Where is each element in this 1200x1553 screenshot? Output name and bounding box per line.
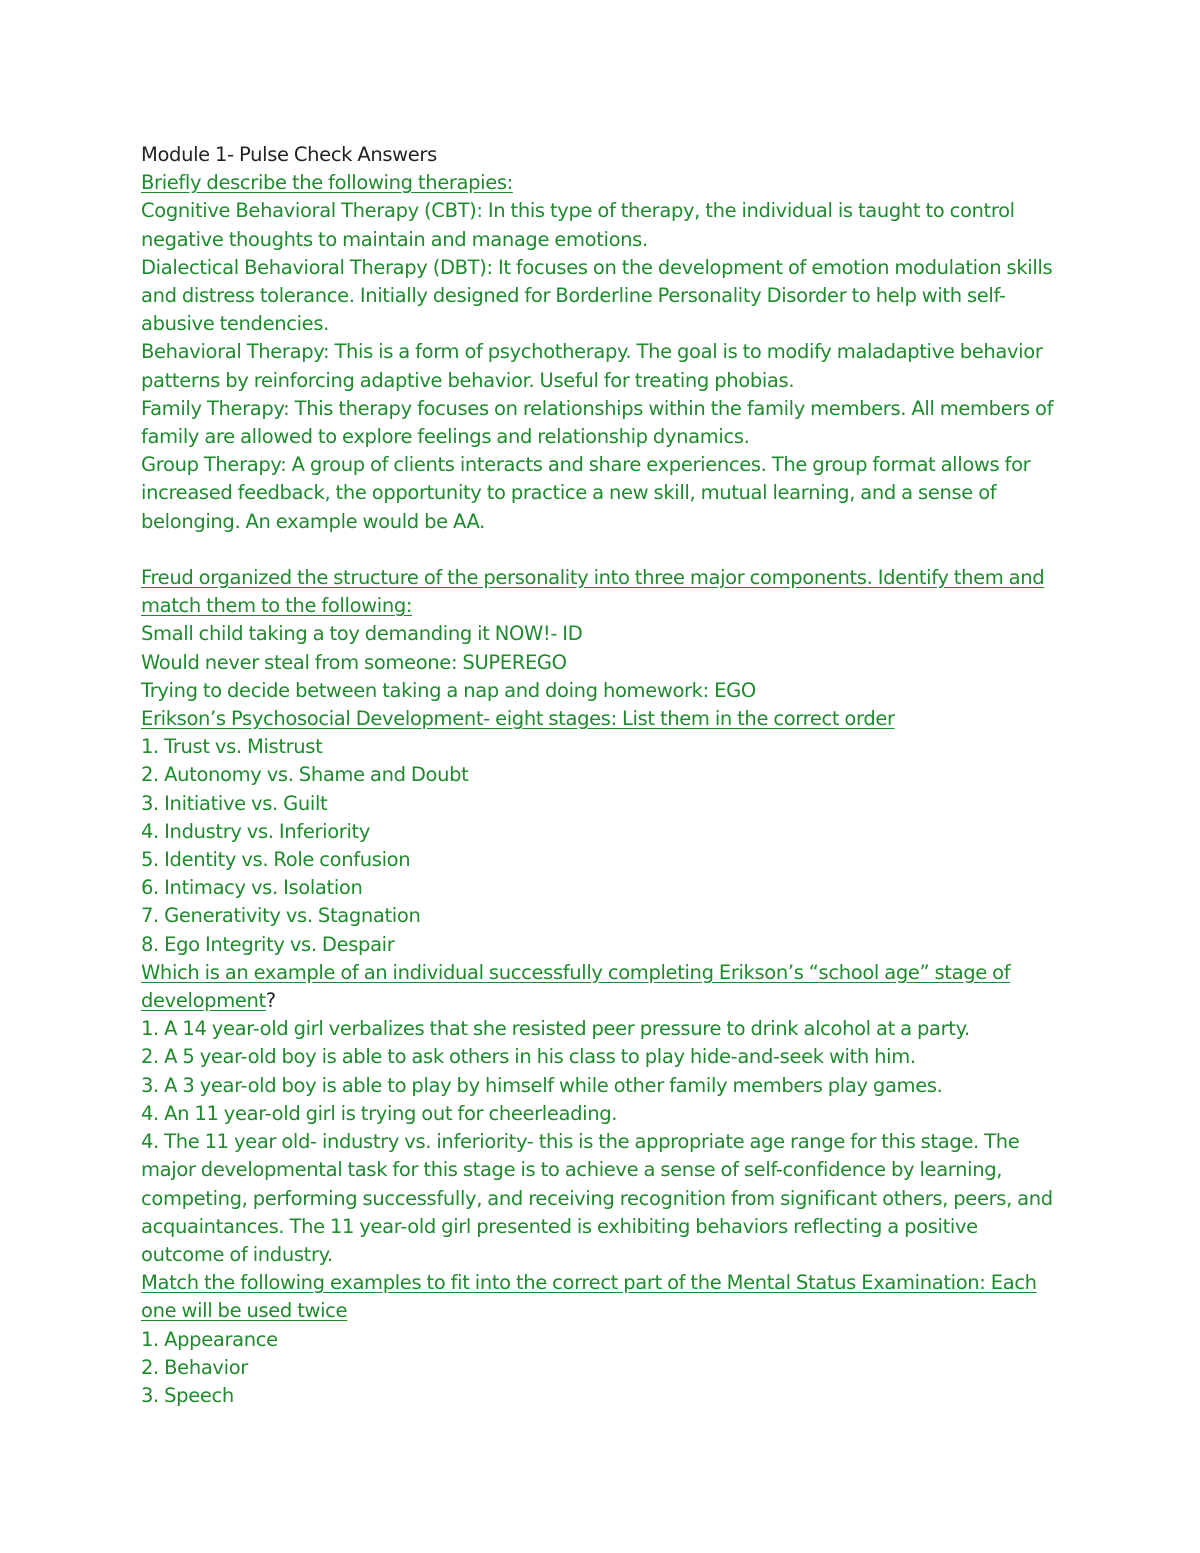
section-heading-mse: Match the following examples to fit into the correct part of the Mental Status Examination: Each one will be used twice [141,1271,1037,1323]
erikson-stage: 2. Autonomy vs. Shame and Doubt [141,763,469,787]
paragraph-dbt: Dialectical Behavioral Therapy (DBT): It focuses on the development of emotion modulation skills and distress tolerance. Initially designed for Borderline Personality Disorder to help with self-abusive tendencies. [141,255,1053,336]
school-age-option: 3. A 3 year-old boy is able to play by himself while other family members play games. [141,1073,943,1097]
section-heading-freud: Freud organized the structure of the personality into three major components. Identify them and match them to the following: [141,566,1045,618]
mse-item: 1. Appearance [141,1327,278,1351]
paragraph-behavioral: Behavioral Therapy: This is a form of psychotherapy. The goal is to modify maladaptive behavior patterns by reinforcing adaptive behavior. Useful for treating phobias. [141,340,1043,392]
erikson-stage: 7. Generativity vs. Stagnation [141,904,421,928]
erikson-stage: 4. Industry vs. Inferiority [141,819,371,843]
erikson-stage: 8. Ego Integrity vs. Despair [141,932,395,956]
erikson-stage: 1. Trust vs. Mistrust [141,735,323,759]
school-age-option: 2. A 5 year-old boy is able to ask others in his class to play hide-and-seek with him. [141,1045,916,1069]
erikson-stage: 6. Intimacy vs. Isolation [141,876,363,900]
document-title: Module 1- Pulse Check Answers [141,143,437,166]
section-heading-school-age [141,959,1066,1015]
paragraph-group: Group Therapy: A group of clients interacts and share experiences. The group format allows for increased feedback, the opportunity to practice a new skill, mutual learning, and a sense of belonging. An example would be AA. [141,453,1031,533]
document-page [141,141,1066,1410]
erikson-stage: 3. Initiative vs. Guilt [141,791,328,815]
erikson-stage: 5. Identity vs. Role confusion [141,848,411,872]
freud-line-superego: Would never steal from someone: SUPEREGO [141,650,567,674]
school-age-heading-suffix: ? [265,989,276,1013]
school-age-option: 1. A 14 year-old girl verbalizes that she resisted peer pressure to drink alcohol at a party. [141,1017,970,1041]
freud-line-ego: Trying to decide between taking a nap and doing homework: EGO [141,678,756,702]
section-heading-therapies: Briefly describe the following therapies: [141,171,513,195]
freud-line-id: Small child taking a toy demanding it NOW!- ID [141,622,583,646]
mse-item: 2. Behavior [141,1355,248,1379]
blank-line [141,536,1066,564]
school-age-answer: 4. The 11 year old- industry vs. inferiority- this is the appropriate age range for this stage. The major developmental task for this stage is to achieve a sense of self-confidence by learning, competing, performing successfully, and receiving recognition from significant others, peers, and acquaintances. The 11 year-old girl presented is exhibiting behaviors reflecting a positive outcome of industry. [141,1130,1053,1266]
school-age-option: 4. An 11 year-old girl is trying out for cheerleading. [141,1101,618,1125]
paragraph-family: Family Therapy: This therapy focuses on relationships within the family members. All members of family are allowed to explore feelings and relationship dynamics. [141,396,1054,449]
section-heading-erikson: Erikson’s Psychosocial Development- eight stages: List them in the correct order [141,707,895,731]
mse-item: 3. Speech [141,1383,234,1407]
paragraph-cbt: Cognitive Behavioral Therapy (CBT): In this type of therapy, the individual is taught to control negative thoughts to maintain and manage emotions. [141,199,1015,251]
school-age-heading-text: Which is an example of an individual successfully completing Erikson’s “school age” stage of development [141,960,1011,1013]
